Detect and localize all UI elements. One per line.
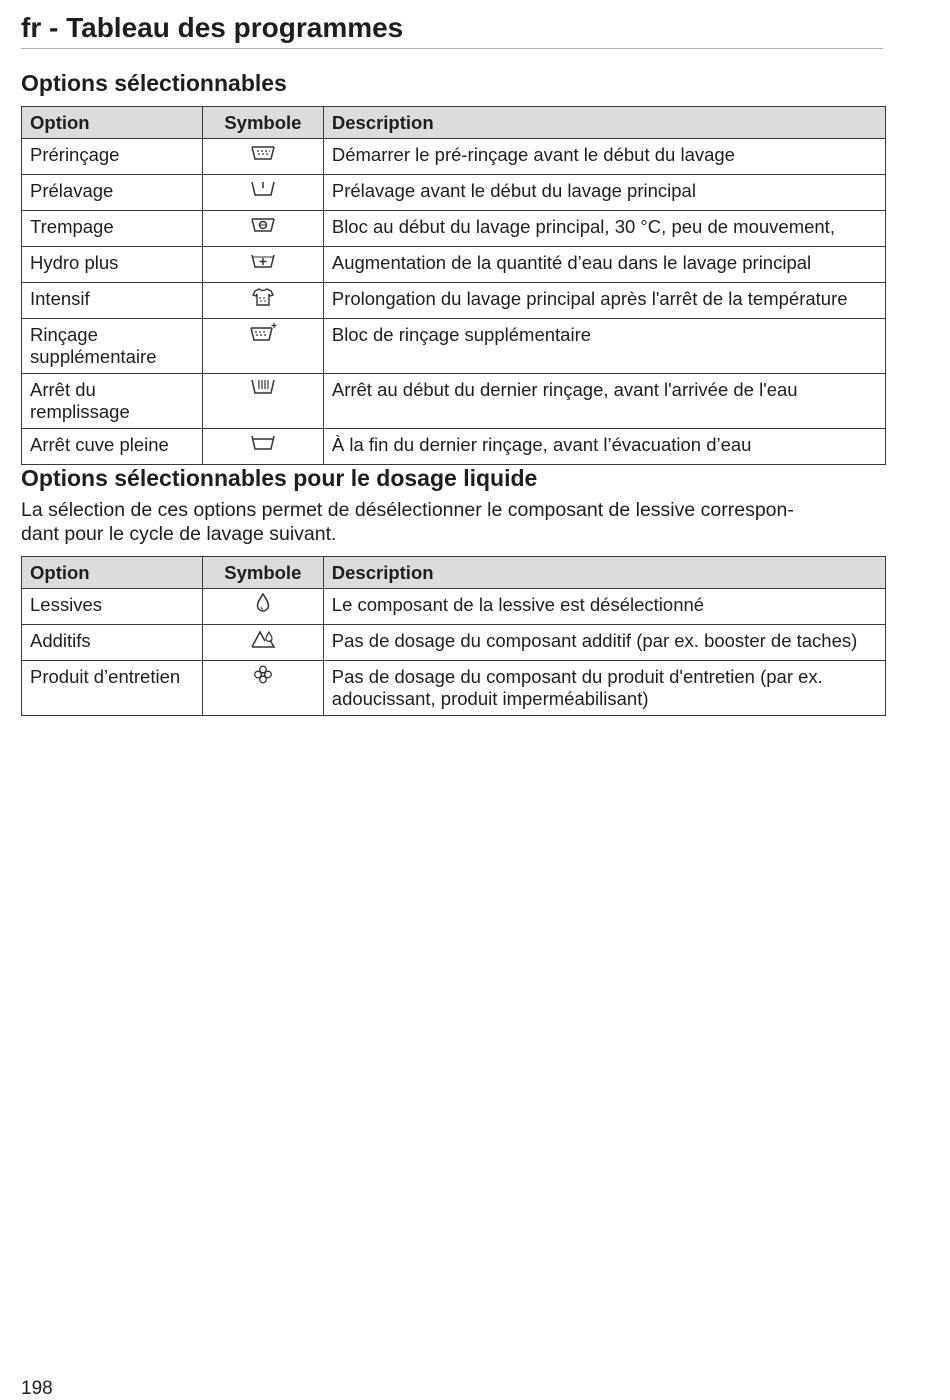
section-title-selectable-options: Options sélectionnables [21,70,287,96]
option-name: Trempage [22,211,203,247]
option-description: Arrêt au début du dernier rinçage, avant l'arrivée de l'eau [323,374,885,429]
option-description: Pas de dosage du composant additif (par ex. booster de taches) [323,625,885,661]
fill-stop-icon [249,377,277,399]
option-description: Démarrer le pré-rinçage avant le début du lavage [323,139,885,175]
table-row [22,211,886,247]
option-description: Prélavage avant le début du lavage principal [323,175,885,211]
page-number: 198 [21,1378,53,1399]
column-header-option: Option [22,557,203,589]
prewash-icon [249,178,277,200]
option-name: Intensif [22,283,203,319]
option-name: Hydro plus [22,247,203,283]
option-name: Rinçage supplémentaire [22,319,203,374]
prerinse-icon [249,142,277,164]
extra-water-icon [249,250,277,272]
table-header-row [22,107,886,139]
column-header-option: Option [22,107,203,139]
table-row [22,625,886,661]
soak-icon [249,214,277,236]
option-description: Pas de dosage du composant du produit d'entretien (par ex. adoucissant, produit imperméabilisant) [323,661,885,716]
table-row [22,374,886,429]
table-row [22,429,886,465]
option-name: Lessives [22,589,203,625]
table-header-row [22,557,886,589]
table-row [22,139,886,175]
option-description: Le composant de la lessive est désélectionné [323,589,885,625]
column-header-description: Description [323,557,885,589]
page-title: fr - Tableau des programmes [21,10,883,49]
intensive-shirt-icon [249,286,277,308]
section-title-liquid-dosing: Options sélectionnables pour le dosage liquide [21,465,538,491]
option-name: Arrêt du remplissage [22,374,203,429]
detergent-drop-icon [249,592,277,614]
table-row [22,283,886,319]
table-row [22,319,886,374]
table-row [22,661,886,716]
option-name: Prérinçage [22,139,203,175]
intro-line: dant pour le cycle de lavage suivant. [21,523,337,545]
option-description: Prolongation du lavage principal après l'arrêt de la température [323,283,885,319]
table-row [22,175,886,211]
dosing-options-table [21,556,886,716]
column-header-symbol: Symbole [202,557,323,589]
option-description: À la fin du dernier rinçage, avant l’évacuation d’eau [323,429,885,465]
table-row [22,589,886,625]
intro-paragraph [21,498,883,546]
option-description: Augmentation de la quantité d’eau dans le lavage principal [323,247,885,283]
column-header-symbol: Symbole [202,107,323,139]
table-row [22,247,886,283]
column-header-description: Description [323,107,885,139]
option-name: Prélavage [22,175,203,211]
intro-line: La sélection de ces options permet de désélectionner le composant de lessive correspon- [21,499,794,521]
option-description: Bloc de rinçage supplémentaire [323,319,885,374]
extra-rinse-icon [249,322,277,344]
option-name: Arrêt cuve pleine [22,429,203,465]
tub-full-stop-icon [249,432,277,454]
option-description: Bloc au début du lavage principal, 30 °C, peu de mouvement, [323,211,885,247]
options-table [21,106,886,465]
option-name: Additifs [22,625,203,661]
additive-icon [249,628,277,650]
option-name: Produit d’entretien [22,661,203,716]
care-product-flower-icon [249,664,277,686]
